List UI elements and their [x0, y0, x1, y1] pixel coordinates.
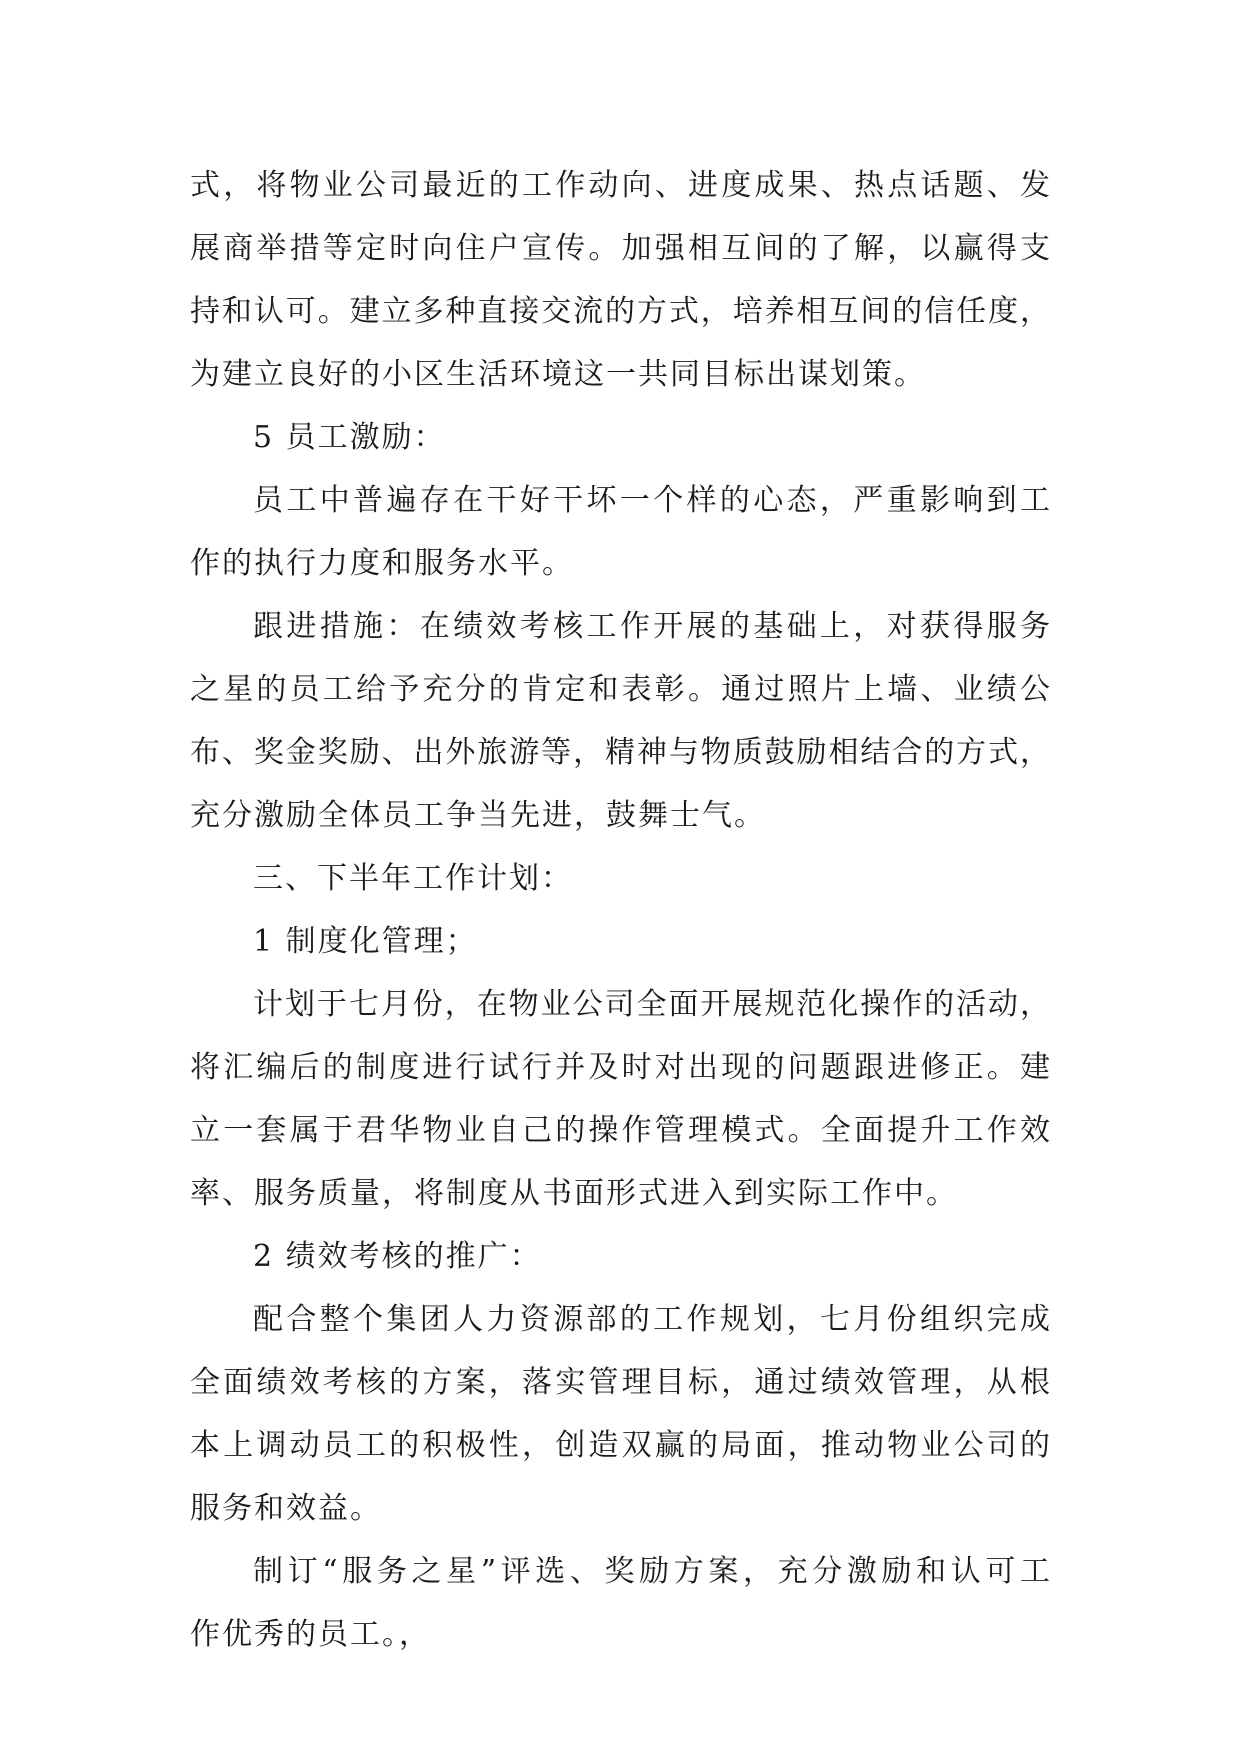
text-line: 配合整个集团人力资源部的工作规划，七月份组织完成: [253, 1302, 1050, 1337]
section-heading: 2 绩效考核的推广：: [253, 1239, 542, 1274]
section-heading: 1 制度化管理；: [253, 924, 478, 959]
section-heading: 三、下半年工作计划：: [253, 861, 573, 896]
text-line: 计划于七月份，在物业公司全面开展规范化操作的活动，: [253, 987, 1050, 1022]
section-heading: 5 员工激励：: [253, 420, 446, 455]
text-line: 全面绩效考核的方案，落实管理目标，通过绩效管理，从根: [190, 1365, 1050, 1400]
text-line: 式，将物业公司最近的工作动向、进度成果、热点话题、发: [190, 168, 1050, 203]
text-line: 率、服务质量，将制度从书面形式进入到实际工作中。: [190, 1176, 958, 1211]
text-line: 充分激励全体员工争当先进，鼓舞士气。: [190, 798, 766, 833]
text-line: 持和认可。建立多种直接交流的方式，培养相互间的信任度，: [190, 294, 1050, 329]
text-line: 将汇编后的制度进行试行并及时对出现的问题跟进修正。建: [190, 1050, 1050, 1085]
text-line: 作的执行力度和服务水平。: [190, 546, 574, 581]
text-line: 跟进措施：在绩效考核工作开展的基础上，对获得服务: [253, 609, 1050, 644]
text-line: 为建立良好的小区生活环境这一共同目标出谋划策。: [190, 357, 926, 392]
text-line: 作优秀的员工。，: [190, 1617, 431, 1652]
text-line: 展商举措等定时向住户宣传。加强相互间的了解，以赢得支: [190, 231, 1050, 266]
text-line: 员工中普遍存在干好干坏一个样的心态，严重影响到工: [253, 483, 1050, 518]
text-line: 制订“服务之星”评选、奖励方案，充分激励和认可工: [253, 1554, 1050, 1589]
text-line: 布、奖金奖励、出外旅游等，精神与物质鼓励相结合的方式，: [190, 735, 1050, 770]
text-line: 之星的员工给予充分的肯定和表彰。通过照片上墙、业绩公: [190, 672, 1050, 707]
text-line: 服务和效益。: [190, 1491, 382, 1526]
text-line: 本上调动员工的积极性，创造双赢的局面，推动物业公司的: [190, 1428, 1050, 1463]
text-line: 立一套属于君华物业自己的操作管理模式。全面提升工作效: [190, 1113, 1050, 1148]
